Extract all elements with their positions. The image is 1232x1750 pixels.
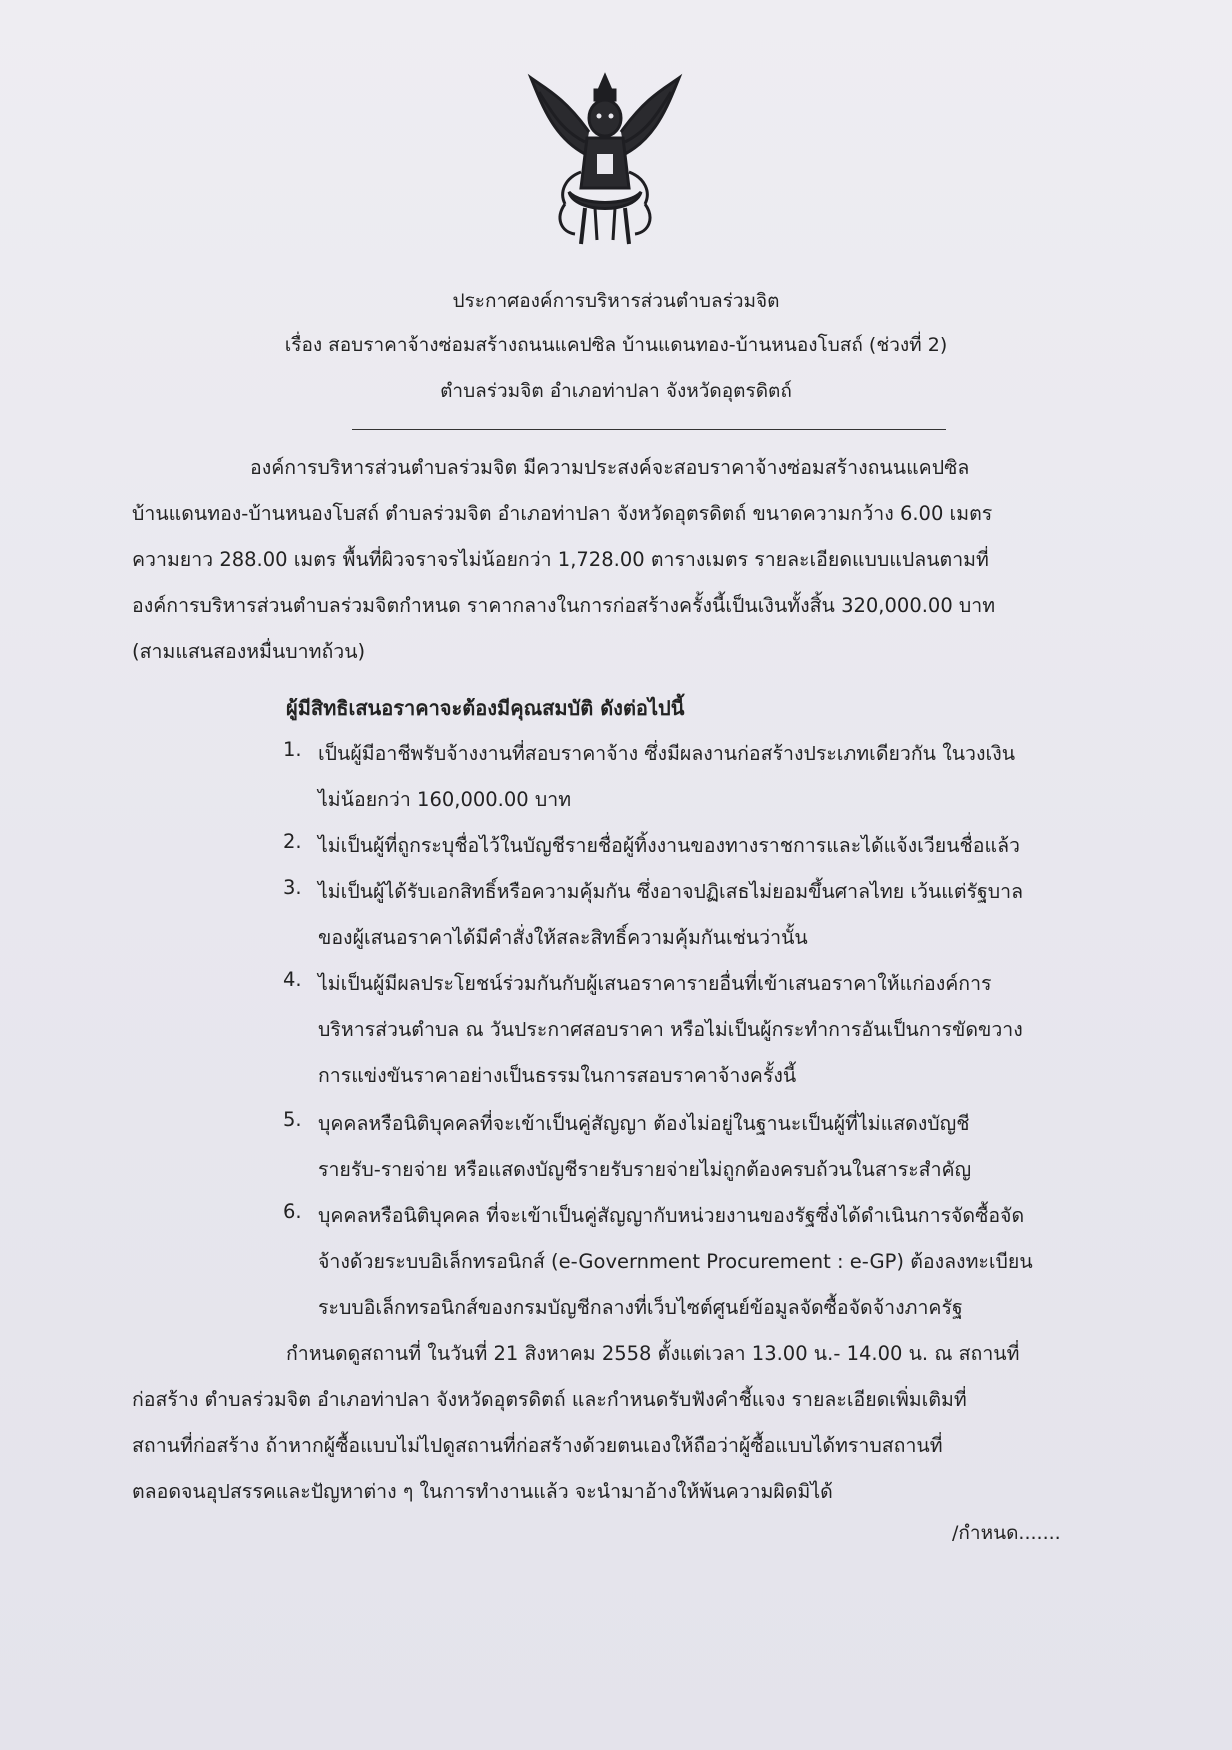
item-line: ไม่เป็นผู้ได้รับเอกสิทธิ์หรือความคุ้มกัน ซึ่งอาจปฏิเสธไม่ยอมขึ้นศาลไทย เว้นแต่รัฐบาล: [318, 880, 1024, 903]
site-visit-line: ตลอดจนอุปสรรคและปัญหาต่าง ๆ ในการทำงานแล้ว จะนำมาอ้างให้พ้นความผิดมิได้: [132, 1480, 833, 1503]
site-visit-line: ก่อสร้าง ตำบลร่วมจิต อำเภอท่าปลา จังหวัดอุตรดิตถ์ และกำหนดรับฟังคำชี้แจง รายละเอียดเพิ่มเติมที่: [132, 1388, 967, 1411]
item-line: เป็นผู้มีอาชีพรับจ้างงานที่สอบราคาจ้าง ซึ่งมีผลงานก่อสร้างประเภทเดียวกัน ในวงเงิน: [318, 742, 1016, 765]
item-number: 6.: [283, 1200, 302, 1223]
announcement-subject: เรื่อง สอบราคาจ้างซ่อมสร้างถนนแคปซิล บ้านแดนทอง-บ้านหนองโบสถ์ (ช่วงที่ 2): [284, 334, 948, 356]
garuda-emblem-icon: [525, 68, 685, 246]
item-line: บริหารส่วนตำบล ณ วันประกาศสอบราคา หรือไม่เป็นผู้กระทำการอันเป็นการขัดขวาง: [318, 1018, 1023, 1041]
intro-line: องค์การบริหารส่วนตำบลร่วมจิต มีความประสงค์จะสอบราคาจ้างซ่อมสร้างถนนแคปซิล: [250, 456, 970, 479]
item-line: บุคคลหรือนิติบุคคลที่จะเข้าเป็นคู่สัญญา ต้องไม่อยู่ในฐานะเป็นผู้ที่ไม่แสดงบัญชี: [318, 1112, 970, 1135]
item-number: 4.: [283, 968, 302, 991]
continued-marker: /กำหนด.......: [952, 1522, 1061, 1544]
item-line: การแข่งขันราคาอย่างเป็นธรรมในการสอบราคาจ้างครั้งนี้: [318, 1064, 797, 1087]
announcement-title: ประกาศองค์การบริหารส่วนตำบลร่วมจิต: [452, 290, 780, 312]
intro-line: (สามแสนสองหมื่นบาทถ้วน): [132, 640, 366, 663]
qualifications-heading: ผู้มีสิทธิเสนอราคาจะต้องมีคุณสมบัติ ดังต่อไปนี้: [286, 696, 685, 720]
item-number: 5.: [283, 1108, 302, 1131]
item-line: รายรับ-รายจ่าย หรือแสดงบัญชีรายรับรายจ่ายไม่ถูกต้องครบถ้วนในสาระสำคัญ: [318, 1158, 972, 1181]
item-line: ของผู้เสนอราคาได้มีคำสั่งให้สละสิทธิ์ความคุ้มกันเช่นว่านั้น: [318, 926, 808, 949]
item-line: ไม่น้อยกว่า 160,000.00 บาท: [318, 788, 572, 811]
item-line: ระบบอิเล็กทรอนิกส์ของกรมบัญชีกลางที่เว็บไซต์ศูนย์ข้อมูลจัดซื้อจัดจ้างภาครัฐ: [318, 1296, 963, 1319]
header-divider: [352, 429, 946, 430]
site-visit-line: สถานที่ก่อสร้าง ถ้าหากผู้ซื้อแบบไม่ไปดูสถานที่ก่อสร้างด้วยตนเองให้ถือว่าผู้ซื้อแบบได้ทราบสถานที่: [132, 1434, 943, 1457]
intro-line: บ้านแดนทอง-บ้านหนองโบสถ์ ตำบลร่วมจิต อำเภอท่าปลา จังหวัดอุตรดิตถ์ ขนาดความกว้าง 6.00 เมตร: [132, 502, 993, 525]
item-line: ไม่เป็นผู้ที่ถูกระบุชื่อไว้ในบัญชีรายชื่อผู้ทิ้งงานของทางราชการและได้แจ้งเวียนชื่อแล้ว: [318, 834, 1020, 857]
intro-line: องค์การบริหารส่วนตำบลร่วมจิตกำหนด ราคากลางในการก่อสร้างครั้งนี้เป็นเงินทั้งสิ้น 320,000.00 บาท: [132, 594, 996, 617]
item-number: 1.: [283, 738, 302, 761]
item-number: 2.: [283, 830, 302, 853]
item-line: ไม่เป็นผู้มีผลประโยชน์ร่วมกันกับผู้เสนอราคารายอื่นที่เข้าเสนอราคาให้แก่องค์การ: [318, 972, 992, 995]
site-visit-line: กำหนดดูสถานที่ ในวันที่ 21 สิงหาคม 2558 ตั้งแต่เวลา 13.00 น.- 14.00 น. ณ สถานที่: [286, 1342, 1020, 1365]
announcement-location: ตำบลร่วมจิต อำเภอท่าปลา จังหวัดอุตรดิตถ์: [440, 380, 792, 402]
item-number: 3.: [283, 876, 302, 899]
item-line: จ้างด้วยระบบอิเล็กทรอนิกส์ (e-Government Procurement : e-GP) ต้องลงทะเบียน: [318, 1250, 1033, 1273]
intro-line: ความยาว 288.00 เมตร พื้นที่ผิวจราจรไม่น้อยกว่า 1,728.00 ตารางเมตร รายละเอียดแบบแปลนตามที่: [132, 548, 989, 571]
item-line: บุคคลหรือนิติบุคคล ที่จะเข้าเป็นคู่สัญญากับหน่วยงานของรัฐซึ่งได้ดำเนินการจัดซื้อจัด: [318, 1204, 1025, 1227]
